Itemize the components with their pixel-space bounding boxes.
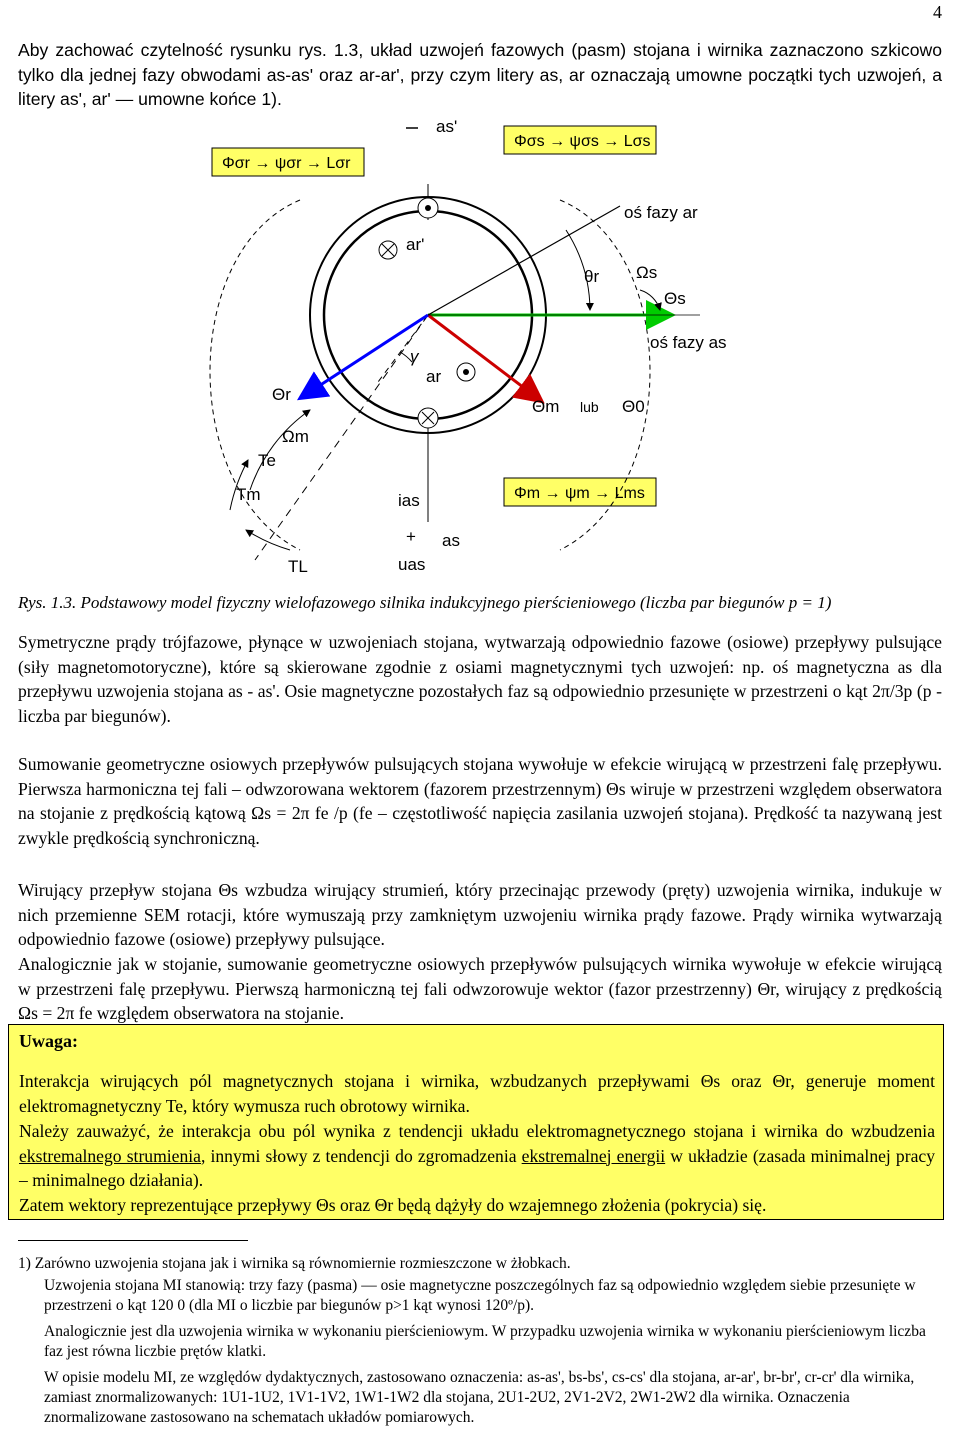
page-number: 4 — [933, 2, 942, 22]
lub-label: lub — [580, 399, 599, 415]
uwaga-underline-1: ekstremalnego strumienia — [19, 1145, 201, 1166]
tl-label: TL — [288, 557, 308, 576]
uas-label: uas — [398, 555, 426, 574]
footnote-4: W opisie modelu MI, ze względów dydaktycznych, zastosowano oznaczenia: as-as', bs-bs', cs-cs' dla stojana, ar-ar', br-br', cr-cr' dla wirnika, zamiast znormalizowanych: 1U1-1U2, 1V1-1V2, 1W1-1W2 dla stojana, 2U1-2U2, 2V1-2V2, 2W1-2W2 dla wirnika. Oznaczenia znormalizowane zastosowano na schematach układów pomiarowych. — [44, 1369, 915, 1426]
uwaga-title: Uwaga: — [19, 1031, 78, 1051]
omega-m-label: Ωm — [282, 427, 309, 446]
axis-ar-label: oś fazy ar — [624, 203, 698, 222]
uwaga-note-box — [8, 1024, 944, 1220]
te-label: Te — [258, 451, 276, 470]
gamma-label: γ — [410, 347, 419, 366]
paragraph-2: Sumowanie geometryczne osiowych przepływów pulsujących stojana wywołuje w efekcie wirującą w przestrzeni falę przepływu. Pierwsza harmoniczna tej fali – odwzorowana wektorem (fazorem przestrzennym) Θs wiruje w przestrzeni względem obserwatora na stojanie z prędkością kątową Ωs = 2π fe /p (fe – częstotliwość napięcia zasilania uzwojeń stojana). Prędkość ta nazywaną jest zwykle prędkością synchroniczną. — [18, 754, 942, 848]
footnote-1: 1) Zarówno uzwojenia stojana jak i wirnika są równomiernie rozmieszczone w żłobkach. — [18, 1255, 571, 1272]
flux-ss-label: Φσs → ψσs → Lσs — [514, 133, 651, 150]
ias-label: ias — [398, 491, 420, 510]
ar-prime-label: ar' — [406, 235, 425, 254]
uwaga-p2: Należy zauważyć, że interakcja obu pól wynika z tendencji układu elektromagnetycznego stojana i wirnika do wzbudzenia ekstremalnego strumienia, innymi słowy z tendencji do zgromadzenia ekstremalnej energii w układzie (zasada minimalnej pracy – minimalnego działania). — [19, 1121, 935, 1190]
motor-model-diagram — [0, 110, 960, 590]
theta-0-label: Θ0 — [622, 397, 645, 416]
flux-m-label: Φm → ψm → Lms — [514, 485, 645, 502]
paragraph-4: Analogicznie jak w stojanie, sumowanie geometryczne osiowych przepływów pulsujących wirnika wywołuje w efekcie wirującą w przestrzeni falę przepływu. Pierwszą harmoniczną tej fali odwzorowuje wektor (fazor przestrzenny) Θr, wirujący z prędkością Ωs = 2π fe względem obserwatora na stojanie. — [18, 954, 942, 1023]
uwaga-underline-2: ekstremalnej energii — [521, 1145, 666, 1166]
intro-paragraph: Aby zachować czytelność rysunku rys. 1.3, układ uzwojeń fazowych (pasm) stojana i wirnika zaznaczono szkicowo tylko dla jednej fazy obwodami as-as' oraz ar-ar', przy czym litery as, ar oznaczają umowne początki tych uzwojeń, a litery as', ar' — umowne końce 1). — [18, 40, 942, 109]
flux-sr-label: Φσr → ψσr → Lσr — [222, 155, 351, 172]
paragraph-1: Symetryczne prądy trójfazowe, płynące w uzwojeniach stojana, wytwarzają odpowiednio fazowe (osiowe) przepływy pulsujące (siły magnetomotoryczne), które są skierowane zgodnie z osiami magnetycznymi tych uzwojeń: np. oś magnetyczna as dla przepływu uzwojenia stojana as - as'. Osie magnetyczne pozostałych faz są odpowiednio przesunięte w przestrzeni o kąt 2π/3p (p - liczba par biegunów). — [18, 632, 942, 726]
omega-s-label: Ωs — [636, 263, 658, 282]
footnote-2: Uzwojenia stojana MI stanowią: trzy fazy (pasma) — osie magnetyczne poszczególnych faz są odpowiednio względem siebie przesunięte w przestrzeni o kąt 120 0 (dla MI o liczbie par biegunów p>1 kąt wynosi 120º/p). — [44, 1277, 916, 1314]
paragraph-3: Wirujący przepływ stojana Θs wzbudza wirujący strumień, który przecinając przewody (pręty) uzwojenia wirnika, indukuje w nich przemienne SEM rotacji, które wymuszają przy zamkniętym uzwojeniu wirnika prądy fazowe. Prądy wirnika wytwarzają odpowiednio fazowe (osiowe) przepływy pulsujące. — [18, 880, 942, 949]
theta-r-label: Θr — [272, 385, 291, 404]
theta-m-label: Θm — [532, 397, 560, 416]
footnote-3: Analogicznie jest dla uzwojenia wirnika w wykonaniu pierścieniowym. W przypadku uzwojenia wirnika w wykonaniu pierścieniowym liczba faz jest równa liczbie prętów klatki. — [44, 1323, 926, 1360]
footnote-separator — [18, 1240, 248, 1241]
uwaga-p3: Zatem wektory reprezentujące przepływy Θs oraz Θr będą dążyły do wzajemnego złożenia (pokrycia) się. — [19, 1195, 767, 1215]
theta-r-angle-label: θr — [584, 267, 600, 286]
plus-label: + — [406, 527, 416, 546]
tm-label: Tm — [236, 485, 261, 504]
ar-label: ar — [426, 367, 442, 386]
theta-s-label: Θs — [664, 289, 686, 308]
axis-as-label: oś fazy as — [650, 333, 727, 352]
uwaga-p1: Interakcja wirujących pól magnetycznych stojana i wirnika, wzbudzanych przepływami Θs oraz Θr, generuje moment elektromagnetyczny Te, który wymusza ruch obrotowy wirnika. — [19, 1071, 935, 1116]
as-label: as — [442, 531, 460, 550]
figure-caption: Rys. 1.3. Podstawowy model fizyczny wielofazowego silnika indukcyjnego pierścieniowego (liczba par biegunów p = 1) — [18, 593, 832, 612]
as-prime-label: as' — [436, 117, 458, 136]
